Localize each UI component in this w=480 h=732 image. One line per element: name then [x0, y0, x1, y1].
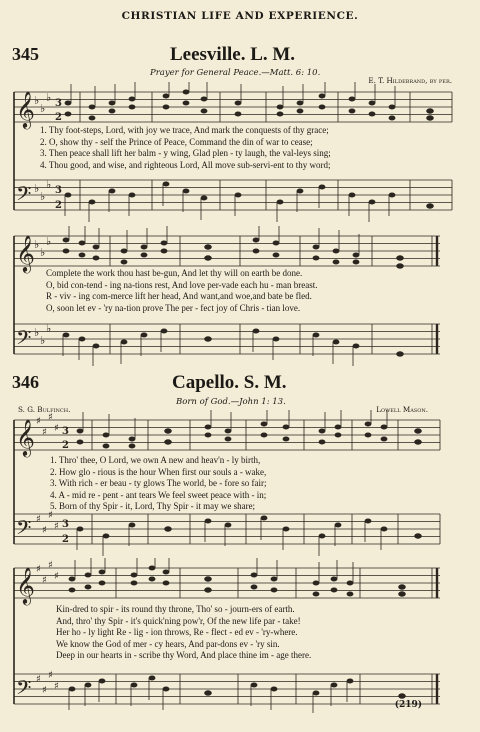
svg-text:𝄢: 𝄢 — [16, 182, 32, 210]
svg-text:♯: ♯ — [42, 525, 47, 536]
svg-text:♯: ♯ — [54, 571, 59, 582]
lyric-verse-3: Her ho - ly light Re - lig - ion throws, Re - flect - ed ev - 'ry-where. — [56, 627, 298, 637]
svg-text:♭: ♭ — [46, 178, 52, 191]
svg-text:♭: ♭ — [40, 334, 46, 347]
composer-credit: E. T. Hildebrand, by per. — [368, 76, 452, 85]
svg-text:♭: ♭ — [34, 326, 40, 339]
svg-text:♯: ♯ — [42, 575, 47, 586]
lyric-verse-4: 4. Thou good, and wise, and righteous Lord, All move sub-servi-ent to thy word; — [40, 159, 331, 170]
lyric-verse-1: Kin-dred to spir - its round thy throne, Tho' so - journ-ers of earth. — [56, 604, 295, 614]
svg-text:3: 3 — [55, 98, 62, 109]
lyric-verse-4: We know the God of mer - cy hears, And par-dons ev - 'ry sin. — [56, 638, 280, 649]
svg-text:♯: ♯ — [48, 560, 53, 571]
author-credit: S. G. Bulfinch. — [18, 405, 71, 414]
hymn-subtitle: Born of God.—John 1: 13. — [176, 397, 286, 407]
page-number: (219) — [394, 700, 422, 710]
svg-text:♯: ♯ — [48, 670, 53, 681]
svg-text:𝄢: 𝄢 — [16, 676, 32, 704]
lyric-verse-1: 1. Thy foot-steps, Lord, with joy we trace, And mark the conquests of thy grace; — [40, 125, 329, 135]
lyric-verse-2: And, thro' thy Spir - it's quick'ning pow'r, Of the new life par - take! — [56, 615, 301, 626]
hymn-title: Capello. S. M. — [172, 372, 287, 393]
lyric-verse-4: O, soon let ev - 'ry na-tion prove The per - fect joy of Chris - tian love. — [46, 302, 301, 313]
svg-text:♯: ♯ — [36, 416, 41, 427]
svg-text:♯: ♯ — [36, 674, 41, 685]
svg-text:♭: ♭ — [46, 322, 52, 335]
svg-text:♯: ♯ — [54, 681, 59, 692]
svg-text:3: 3 — [62, 519, 69, 530]
svg-text:♯: ♯ — [36, 514, 41, 525]
svg-text:𝄢: 𝄢 — [16, 516, 32, 544]
svg-text:♯: ♯ — [54, 521, 59, 532]
svg-text:♭: ♭ — [46, 91, 52, 104]
composer-credit: Lowell Mason. — [376, 405, 428, 414]
svg-text:2: 2 — [62, 534, 69, 545]
hymn-subtitle: Prayer for General Peace.—Matt. 6: 10. — [150, 68, 321, 78]
hymn-number: 346 — [12, 372, 39, 392]
svg-text:♭: ♭ — [40, 190, 46, 203]
svg-text:𝄞: 𝄞 — [16, 566, 35, 604]
svg-text:♯: ♯ — [48, 510, 53, 521]
svg-text:♯: ♯ — [36, 564, 41, 575]
lyric-verse-2: 2. How glo - rious is the hour When first our souls a - wake, — [50, 466, 267, 477]
svg-text:𝄞: 𝄞 — [16, 418, 35, 456]
svg-text:𝄞: 𝄞 — [16, 90, 35, 128]
svg-text:♭: ♭ — [40, 246, 46, 259]
svg-text:3: 3 — [62, 426, 69, 437]
svg-text:♯: ♯ — [54, 423, 59, 434]
lyric-verse-5: Deep in our hearts in - scribe thy Word, And place thine im - age there. — [56, 650, 312, 660]
lyric-verse-2: O, bid con-tend - ing na-tions rest, And love per-vade each hu - man breast. — [46, 279, 318, 290]
svg-text:𝄢: 𝄢 — [16, 326, 32, 354]
svg-text:𝄞: 𝄞 — [16, 234, 35, 272]
lyric-verse-5: 5. Born of thy Spir - it, Lord, Thy Spir - it may we share; — [50, 501, 256, 511]
lyric-verse-1: 1. Thro' thee, O Lord, we own A new and heav'n - ly birth, — [50, 455, 261, 465]
svg-text:3: 3 — [55, 185, 62, 196]
svg-text:♭: ♭ — [34, 94, 40, 107]
svg-text:♯: ♯ — [48, 412, 53, 423]
running-head: CHRISTIAN LIFE AND EXPERIENCE. — [121, 10, 359, 22]
svg-text:♯: ♯ — [42, 427, 47, 438]
svg-text:♭: ♭ — [40, 102, 46, 115]
lyric-verse-4: 4. A - mid re - pent - ant tears We feel sweet peace with - in; — [50, 489, 267, 500]
svg-text:♭: ♭ — [46, 235, 52, 248]
svg-text:2: 2 — [55, 112, 62, 123]
lyric-verse-1: Complete the work thou hast be-gun, And let thy will on earth be done. — [46, 268, 303, 278]
lyric-verse-2: 2. O, show thy - self the Prince of Peace, Command the din of war to cease; — [40, 136, 313, 147]
lyric-verse-3: 3. With rich - er beau - ty glows The world, be - fore so fair; — [50, 478, 267, 488]
svg-text:♯: ♯ — [42, 685, 47, 696]
hymn-title: Leesville. L. M. — [170, 44, 296, 65]
lyric-verse-3: 3. Then peace shall lift her balm - y wing, Glad plen - ty laugh, the val-leys sing; — [40, 148, 331, 158]
lyric-verse-3: R - viv - ing com-merce lift her head, And want,and woe,and bate be fled. — [46, 291, 312, 301]
svg-text:♭: ♭ — [34, 238, 40, 251]
svg-text:2: 2 — [62, 440, 69, 451]
svg-text:♭: ♭ — [34, 182, 40, 195]
hymn-number: 345 — [12, 44, 39, 64]
svg-text:2: 2 — [55, 200, 62, 211]
